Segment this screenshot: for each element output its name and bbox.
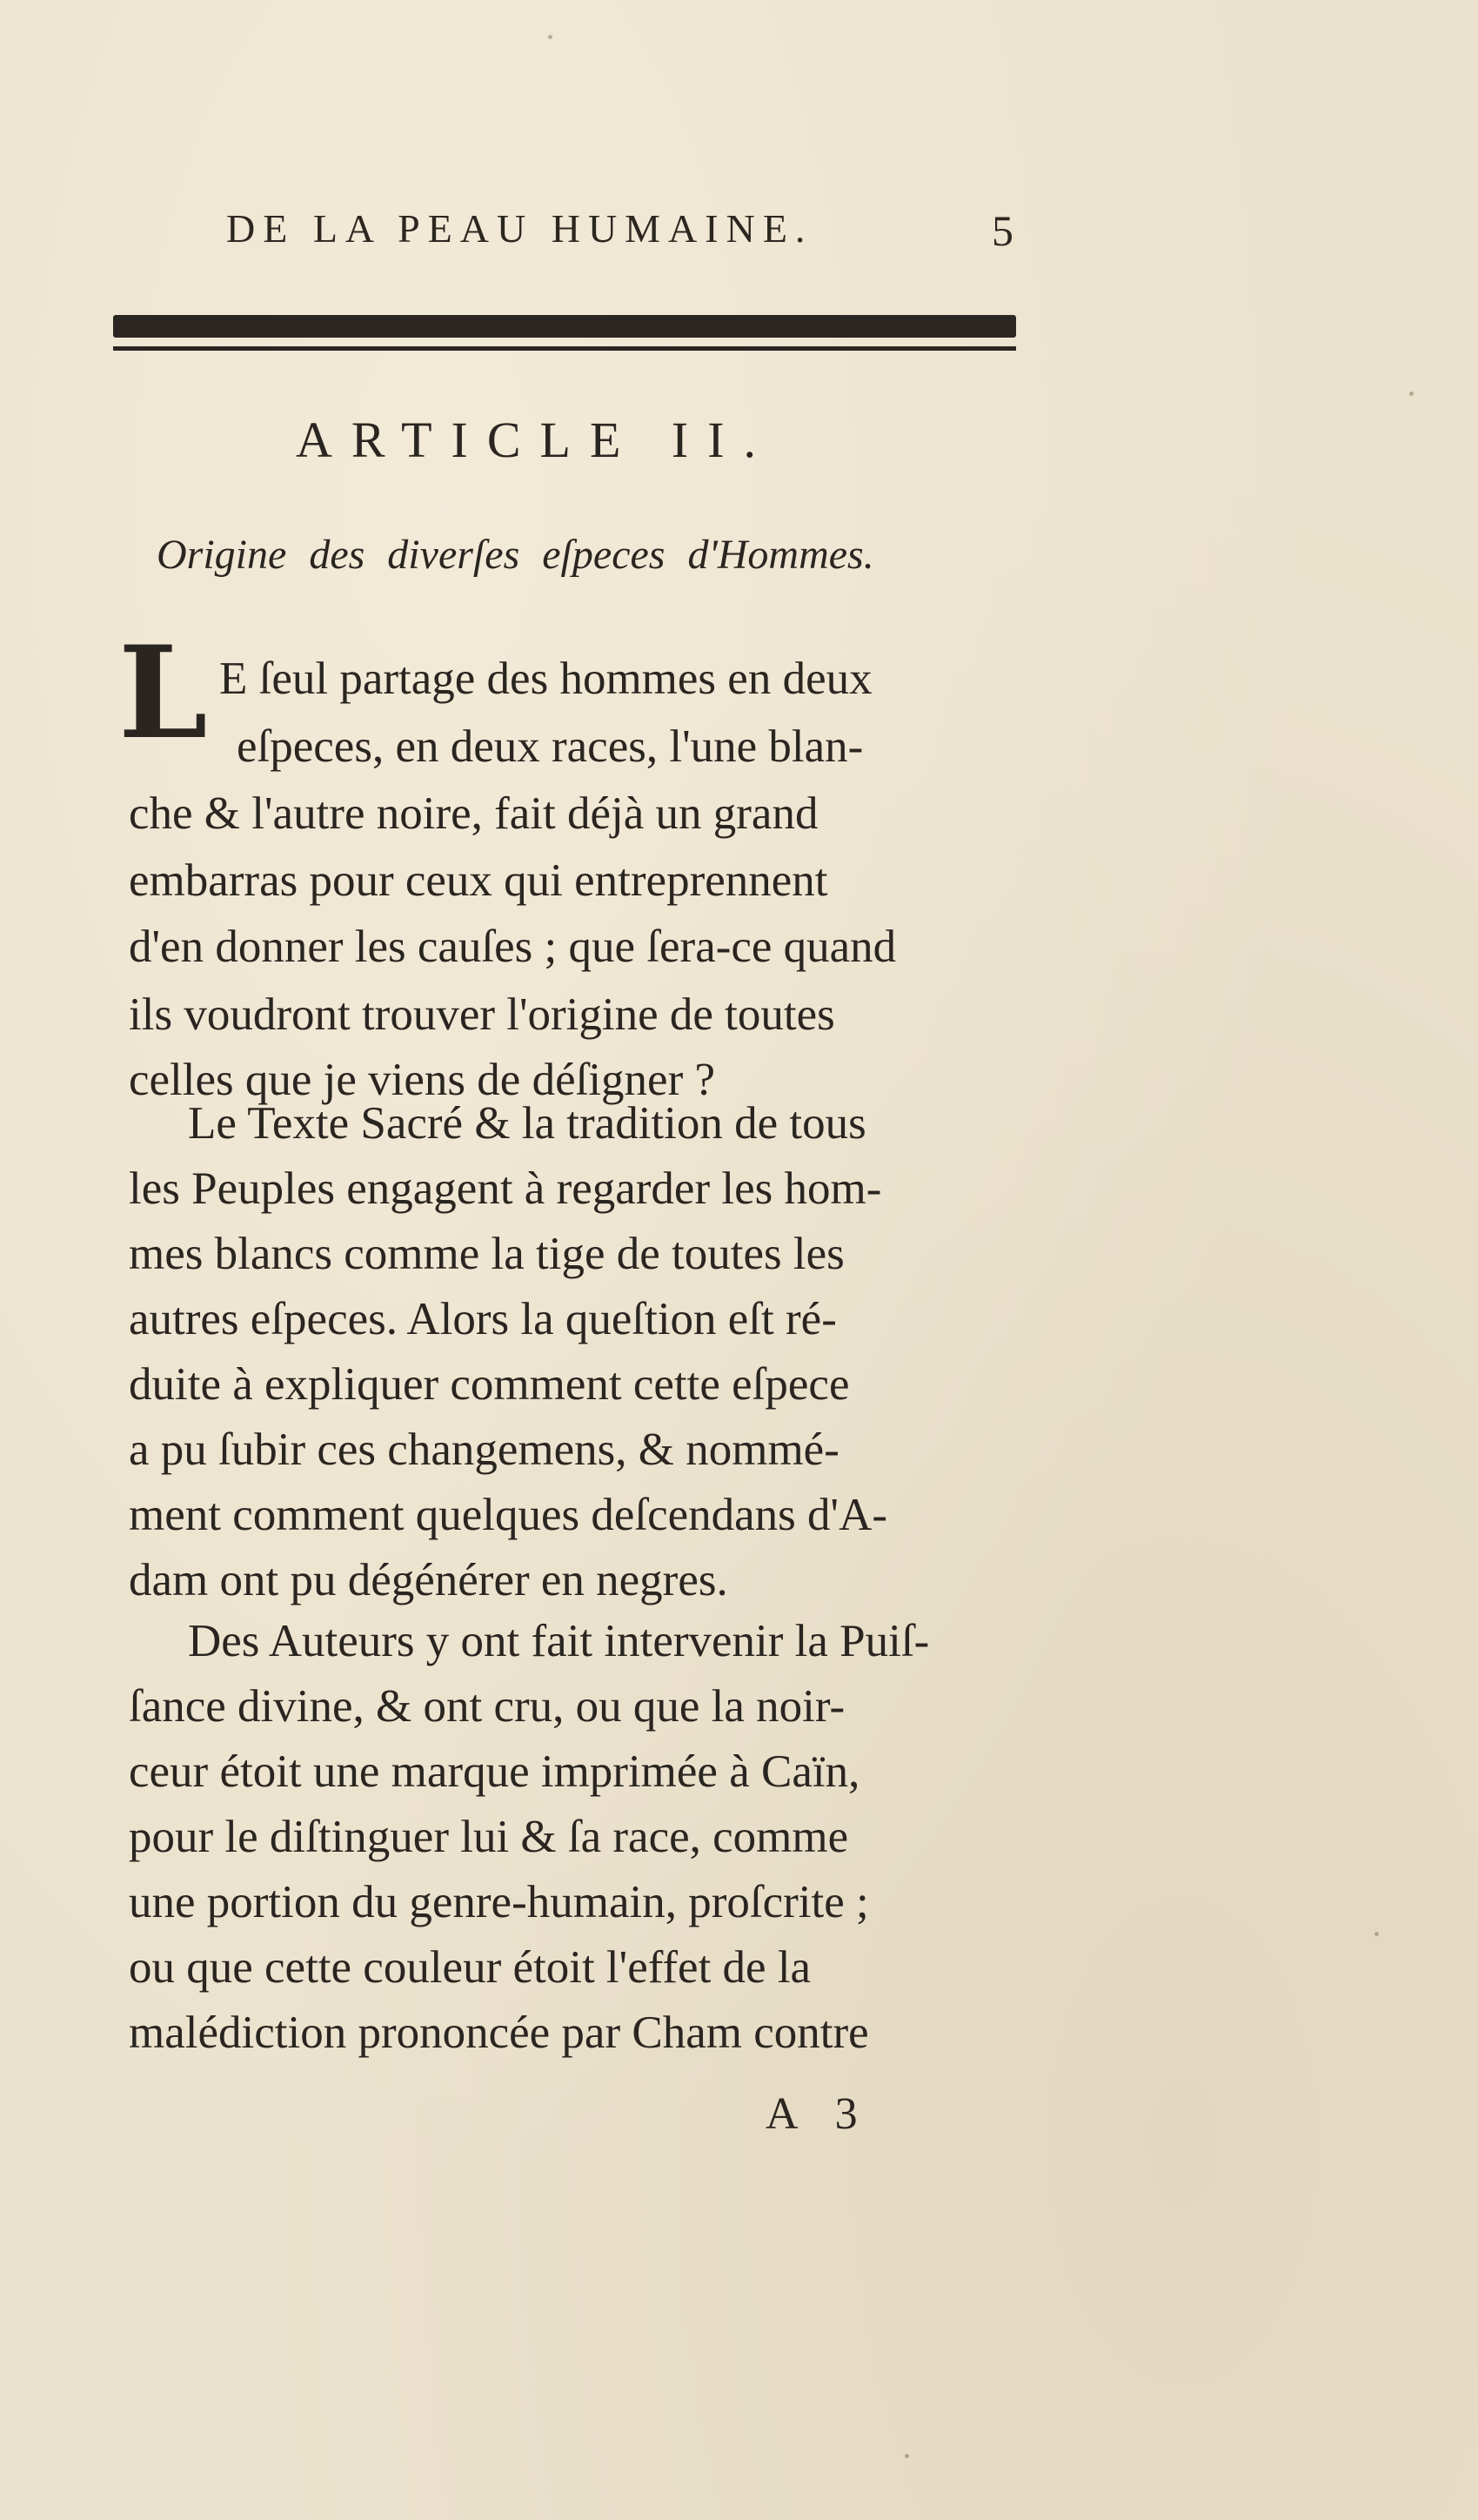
body-line: a pu ſubir ces changemens, & nommé- (129, 1424, 839, 1475)
thin-rule-line (113, 346, 1016, 351)
body-line: celles que je viens de déſigner ? (129, 1055, 715, 1105)
body-line: les Peuples engagent à regarder les hom- (129, 1163, 882, 1214)
paper-speck (1374, 1932, 1379, 1936)
body-line: embarras pour ceux qui entreprennent (129, 855, 828, 906)
page-number: 5 (992, 206, 1021, 255)
body-line: ou que cette couleur étoit l'effet de la (129, 1942, 812, 1993)
thick-rule-line (113, 315, 1016, 338)
body-line: che & l'autre noire, fait déjà un grand (129, 788, 819, 839)
body-line: ment comment quelques deſcendans d'A- (129, 1490, 888, 1540)
body-line: Le Texte Sacré & la tradition de tous (188, 1098, 866, 1149)
ornamental-initial (118, 619, 230, 767)
dropcap-letter: L (118, 619, 208, 767)
body-line: malédiction prononcée par Cham contre (129, 2007, 869, 2058)
paper-speck (905, 2454, 909, 2458)
body-line: eſpeces, en deux races, l'une blan- (237, 721, 864, 772)
paper-speck (548, 35, 552, 39)
body-line: autres eſpeces. Alors la queſtion eſt ré- (129, 1294, 837, 1344)
body-line: duite à expliquer comment cette eſpece (129, 1359, 850, 1410)
body-line: ceur étoit une marque imprimée à Caïn, (129, 1746, 860, 1797)
body-line: ſance divine, & ont cru, ou que la noir- (129, 1681, 846, 1732)
body-line: E ſeul partage des hommes en deux (219, 653, 873, 704)
article-subtitle: Origine des diverſes eſpeces d'Hommes. (157, 532, 874, 578)
running-title: DE LA PEAU HUMAINE. (226, 206, 813, 251)
body-line: dam ont pu dégénérer en negres. (129, 1555, 728, 1605)
signature-mark: A 3 (766, 2089, 872, 2139)
article-heading: ARTICLE II. (296, 412, 776, 468)
body-line: d'en donner les cauſes ; que ſera-ce quand (129, 922, 897, 972)
body-line: mes blancs comme la tige de toutes les (129, 1229, 845, 1279)
paper-speck (687, 1253, 692, 1257)
body-line: ils voudront trouver l'origine de toutes (129, 989, 835, 1040)
paper-speck (1409, 392, 1414, 396)
body-line: Des Auteurs y ont fait intervenir la Puiſ- (188, 1616, 930, 1666)
ornamental-rule (113, 315, 1016, 357)
body-line: une portion du genre-humain, proſcrite ; (129, 1877, 869, 1927)
running-head (226, 205, 1021, 266)
body-line: pour le diſtinguer lui & ſa race, comme (129, 1812, 849, 1862)
